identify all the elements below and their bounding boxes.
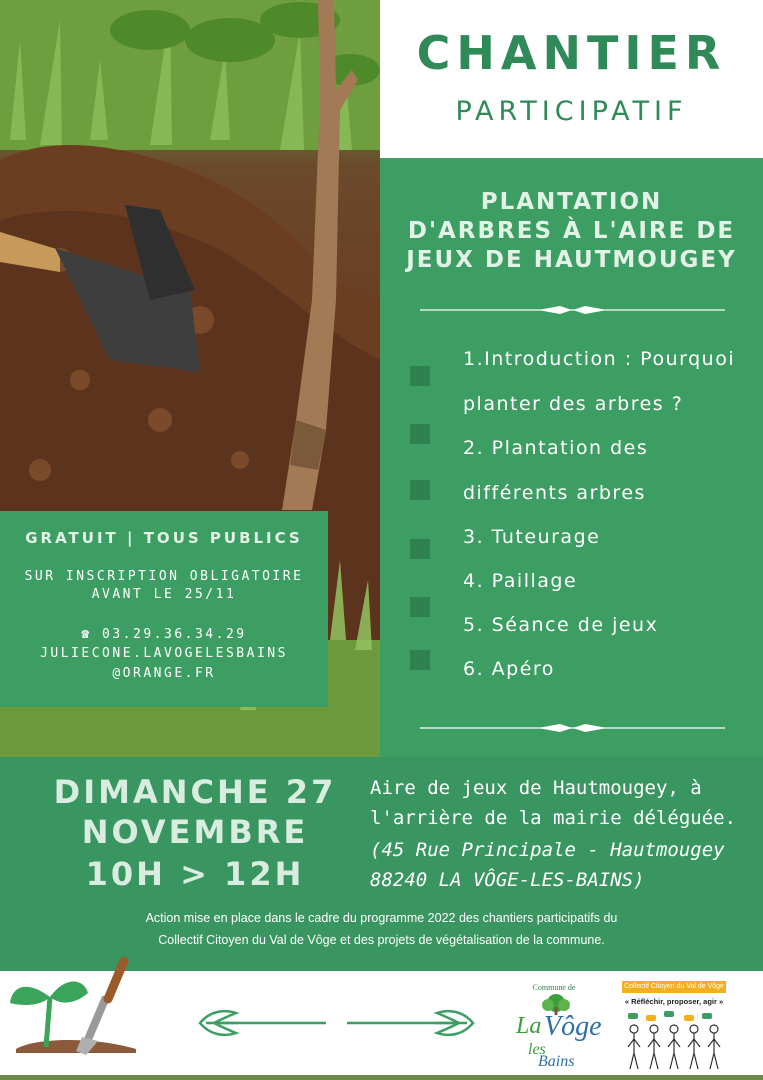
list-item: 1.Introduction : Pourquoi: [463, 348, 736, 370]
bullet-square: [410, 597, 430, 617]
email-line: JULIECONE.LAVOGELESBAINS: [40, 646, 288, 661]
bullet-square: [410, 424, 430, 444]
list-item: 5. Séance de jeux: [463, 614, 659, 636]
list-item: 3. Tuteurage: [463, 526, 601, 548]
event-place-line: l'arrière de la mairie déléguée.: [370, 807, 737, 829]
left-arrow-ornament-icon: [196, 1005, 330, 1041]
email-line: @ORANGE.FR: [112, 666, 216, 681]
event-place-line: Aire de jeux de Hautmougey, à: [370, 777, 702, 799]
commune-logo: [508, 979, 600, 1077]
program-heading-line: PLANTATION: [480, 189, 663, 215]
program-heading-line: D'ARBRES À L'AIRE DE: [407, 218, 736, 244]
event-date: DIMANCHE 27: [53, 773, 337, 811]
phone-number: ☎ 03.29.36.34.29: [81, 627, 247, 642]
program-heading: [380, 188, 763, 275]
seedling-shovel-icon: [6, 957, 146, 1067]
title-block: [380, 0, 763, 158]
divider-ornament-icon: [420, 721, 725, 735]
event-address-line: 88240 LA VÔGE-LES-BAINS): [370, 869, 645, 891]
commune-logo-voge: Vôge: [544, 1011, 602, 1042]
event-address-line: (45 Rue Principale - Hautmougey: [370, 839, 725, 861]
info-box: [0, 511, 328, 707]
right-arrow-ornament-icon: [343, 1005, 477, 1041]
commune-logo-small-text: Commune de: [532, 983, 576, 992]
list-item: 2. Plantation des: [463, 437, 649, 459]
commune-logo-la: La: [516, 1013, 542, 1039]
divider-ornament-icon: [420, 303, 725, 317]
collectif-logo: [622, 981, 726, 1077]
footer: [0, 971, 763, 1080]
list-item: 4. Paillage: [463, 570, 578, 592]
bullet-square: [410, 650, 430, 670]
info-title: GRATUIT | TOUS PUBLICS: [25, 529, 303, 547]
list-item: 6. Apéro: [463, 658, 555, 680]
inscription-line: AVANT LE 25/11: [91, 587, 237, 602]
footer-stripe: [0, 1075, 763, 1080]
program-panel: [380, 158, 763, 757]
event-details-band: [0, 757, 763, 971]
collectif-logo-slogan: « Réfléchir, proposer, agir »: [624, 997, 724, 1006]
program-note: Collectif Citoyen du Val de Vôge et des projets de végétalisation de la commune.: [158, 933, 605, 947]
collectif-logo-name: Collectif Citoyen du Val de Vôge: [622, 981, 726, 993]
bullet-square: [410, 366, 430, 386]
list-item: différents arbres: [463, 482, 646, 504]
list-item: planter des arbres ?: [463, 393, 684, 415]
program-heading-line: JEUX DE HAUTMOUGEY: [406, 247, 737, 273]
program-note: Action mise en place dans le cadre du programme 2022 des chantiers participatifs du: [145, 911, 618, 925]
event-time: 10H > 12H: [85, 855, 305, 893]
commune-logo-bains: Bains: [538, 1053, 575, 1070]
bullet-square: [410, 480, 430, 500]
commune-logo-les: les: [528, 1041, 546, 1058]
bullet-square: [410, 539, 430, 559]
inscription-line: SUR INSCRIPTION OBLIGATOIRE: [24, 569, 304, 584]
event-month: NOVEMBRE: [81, 813, 309, 851]
page-subtitle: PARTICIPATIF: [455, 96, 688, 127]
page-title: CHANTIER: [416, 26, 727, 80]
people-group-icon: [624, 1011, 724, 1073]
